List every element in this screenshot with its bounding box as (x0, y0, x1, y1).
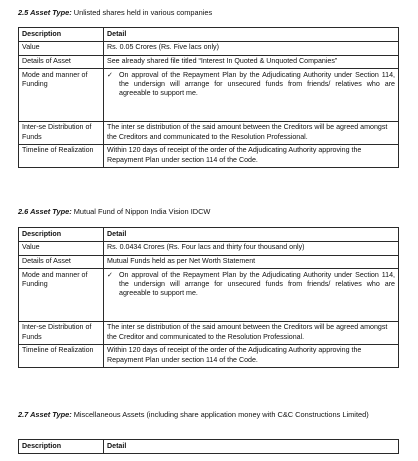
asset-table-2-6 (18, 227, 399, 368)
row-label: Inter-se Distribution of Funds (19, 121, 104, 144)
section-title: Mutual Fund of Nippon India Vision IDCW (73, 207, 211, 216)
row-label: Value (19, 41, 104, 55)
description-header: Description (19, 28, 104, 42)
detail-header: Detail (104, 440, 399, 454)
section-heading-2-6 (18, 207, 210, 216)
section-heading-2-5 (18, 8, 212, 17)
table-row-timeline (19, 344, 399, 367)
asset-type-label: Asset Type: (30, 207, 72, 216)
row-label: Value (19, 241, 104, 255)
asset-type-label: Asset Type: (30, 8, 72, 17)
section-title: Miscellaneous Assets (including share application money with C&C Constructions Limited) (73, 410, 369, 419)
checkmark-icon: ✓ (107, 270, 113, 279)
row-label: Timeline of Realization (19, 344, 104, 367)
row-label: Mode and manner of Funding (19, 69, 104, 122)
table-row-details (19, 255, 399, 269)
section-number: 2.5 (18, 8, 29, 17)
asset-table-2-5 (18, 27, 399, 168)
section-title: Unlisted shares held in various companies (73, 8, 213, 17)
checkmark-icon: ✓ (107, 70, 113, 79)
row-detail: Rs. 0.05 Crores (Rs. Five lacs only) (104, 41, 399, 55)
row-detail: Within 120 days of receipt of the order of the Adjudicating Authority approving the Repayment Plan under section 114 of the Code. (104, 144, 399, 167)
row-detail: Rs. 0.0434 Crores (Rs. Four lacs and thirty four thousand only) (104, 241, 399, 255)
detail-header: Detail (104, 228, 399, 242)
table-row-distribution (19, 121, 399, 144)
table-row-details (19, 55, 399, 69)
section-heading-2-7 (18, 410, 408, 419)
description-header: Description (19, 228, 104, 242)
row-detail: Mutual Funds held as per Net Worth Statement (104, 255, 399, 269)
table-header-row (19, 28, 399, 42)
table-header-row (19, 228, 399, 242)
table-header-row (19, 440, 399, 454)
table-row-timeline (19, 144, 399, 167)
row-detail: On approval of the Repayment Plan by the Adjudicating Authority under Section 114, the undersign will arrange for unsecured funds from friends/ relatives who are agreeable to support me. (119, 70, 395, 98)
table-row-funding (19, 69, 399, 122)
row-detail: On approval of the Repayment Plan by the Adjudicating Authority under Section 114, the undersign will arrange for unsecured funds from friends/ relatives who are agreeable to support me. (119, 270, 395, 298)
section-number: 2.7 (18, 410, 29, 419)
row-detail: Within 120 days of receipt of the order of the Adjudicating Authority approving the Repayment Plan under section 114 of the Code. (104, 344, 399, 367)
row-detail: See already shared file titled “Interest In Quoted & Unquoted Companies” (104, 55, 399, 69)
row-label: Details of Asset (19, 55, 104, 69)
row-detail-cell (104, 269, 399, 322)
row-detail: The inter se distribution of the said amount between the Creditors will be agreed amongst the Creditors and communicated to the Resolution Professional. (104, 121, 399, 144)
row-detail-cell (104, 69, 399, 122)
row-label: Mode and manner of Funding (19, 269, 104, 322)
table-row-value (19, 41, 399, 55)
description-header: Description (19, 440, 104, 454)
table-row-value (19, 241, 399, 255)
row-label: Details of Asset (19, 255, 104, 269)
table-row-funding (19, 269, 399, 322)
row-detail: The inter se distribution of the said amount between the Creditors will be agreed amongst the Creditor and communicated to the Resolution Professional. (104, 321, 399, 344)
row-label: Inter-se Distribution of Funds (19, 321, 104, 344)
detail-header: Detail (104, 28, 399, 42)
asset-type-label: Asset Type: (30, 410, 72, 419)
asset-table-2-7 (18, 439, 399, 454)
section-number: 2.6 (18, 207, 29, 216)
row-label: Timeline of Realization (19, 144, 104, 167)
table-row-distribution (19, 321, 399, 344)
